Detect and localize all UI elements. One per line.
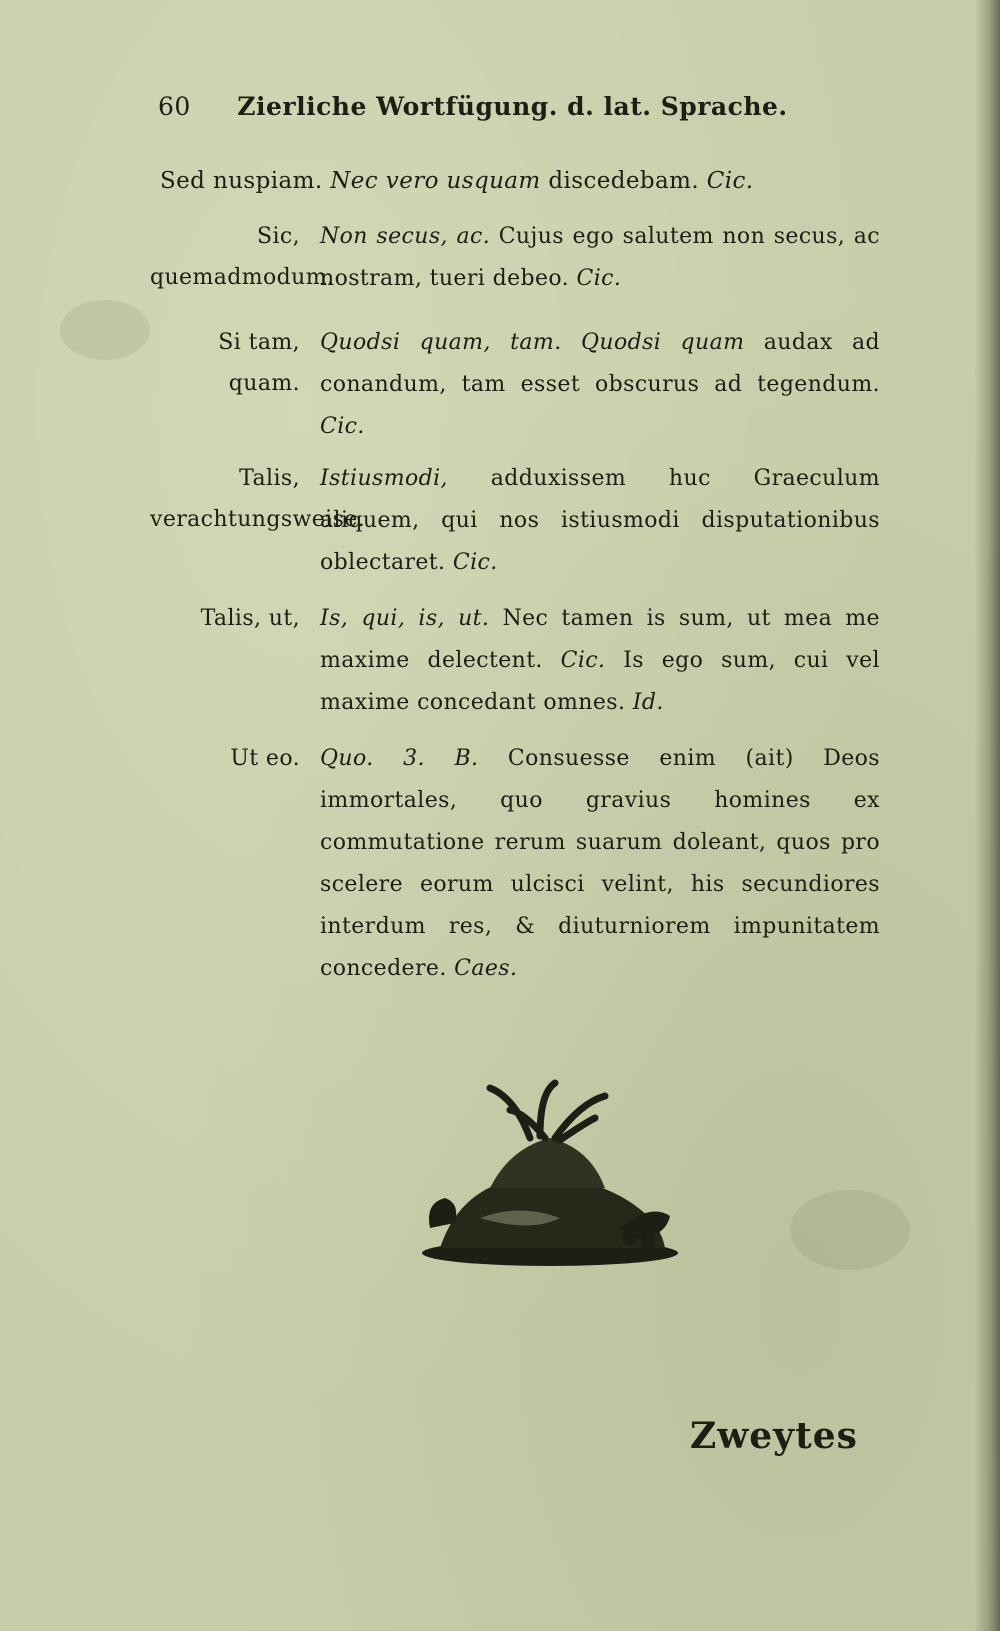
entry-phrase: Is, qui, is, ut. [320,606,490,631]
entry-example: Cujus ego salutem non secus, ac nostram, tueri debeo. [320,224,881,291]
entry-term: Si tam, quam. [218,330,300,396]
entry-definition [320,738,880,990]
page-number: 60 [158,92,191,121]
entry-source: Cic. [320,414,365,439]
entry-phrase: Istiusmodi, [320,466,448,491]
entry-definition [320,322,880,448]
entry-example: audax ad conandum, tam esset obscurus ad tegendum. [320,330,880,397]
page-spine-shadow [974,0,1000,1631]
entry-term: Talis, ut, [200,606,300,631]
running-header [158,92,818,121]
entry-definition [320,216,880,300]
entry-source: Cic. [560,648,606,673]
intro-source: Cic. [706,168,754,194]
intro-line [160,168,880,194]
entry-term: Talis, verachtungsweise. [150,466,366,532]
entry-source-second: Id. [632,690,664,715]
paper-stain [790,1190,910,1270]
entry-definition [320,598,880,724]
tailpiece-ornament [420,1078,680,1268]
running-title: Zierliche Wortfügung. d. lat. Sprache. [237,92,788,121]
intro-rest: discedebam. [548,168,700,194]
entry-example: adduxissem huc Graeculum aliquem, qui nos istiusmodi disputationibus oblectaret. [320,466,880,575]
entry-example: Consuesse enim (ait) Deos immortales, quo gravius homines ex commutatione rerum suarum doleant, quos pro scelere eorum ulcisci velint, his secundiores interdum res, & diuturniorem impunitatem concedere. [320,746,880,981]
entry-phrase: Quodsi quam, tam. [320,330,562,355]
entry-example: Nec tamen is sum, ut mea me maxime delectent. [320,606,880,673]
intro-plain: Sed nuspiam. [160,168,323,194]
paper-stain [60,300,150,360]
entry-term: Sic, quemadmodum. [150,224,335,290]
intro-italic: Nec vero usquam [330,168,541,194]
entry-example-italic: Quodsi quam [580,330,745,355]
entry-example-second: Is ego sum, cui vel maxime concedant omnes. [320,648,880,715]
catchword: Zweytes [690,1415,858,1457]
entry-phrase: Non secus, ac. [320,224,491,249]
entry-source: Caes. [454,956,518,981]
entry-definition [320,458,880,584]
entry-source: Cic. [452,550,498,575]
entry-source: Cic. [576,266,622,291]
entry-term: Ut eo. [230,746,300,771]
entry-phrase: Quo. 3. B. [320,746,479,771]
